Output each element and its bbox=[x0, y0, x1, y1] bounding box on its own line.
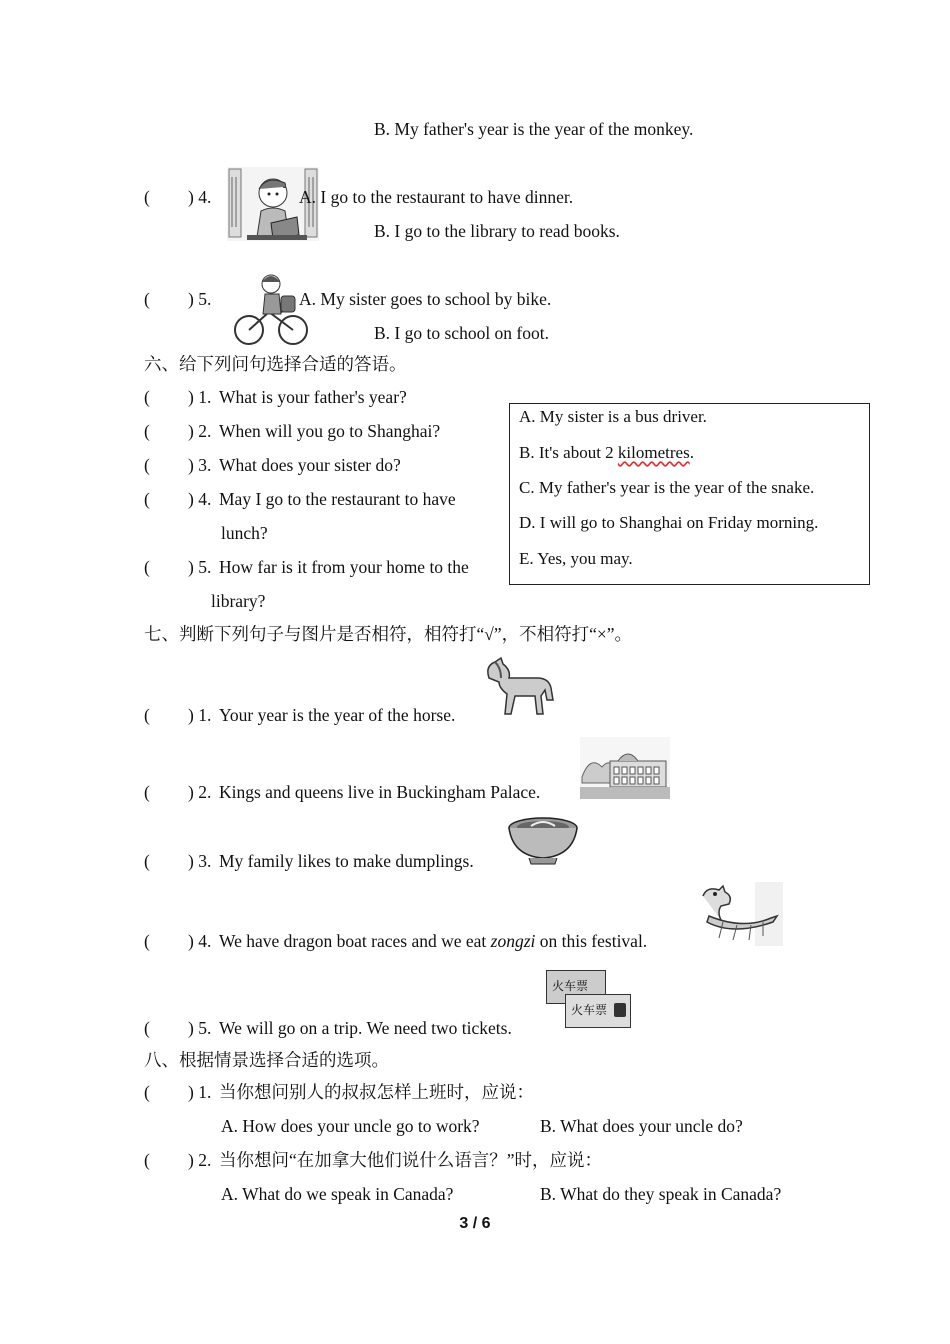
answer-blank[interactable]: ( bbox=[144, 705, 150, 725]
answer-blank[interactable]: ( bbox=[144, 782, 150, 802]
train-tickets-picture bbox=[543, 966, 633, 1032]
scenario-text: 当你想问别人的叔叔怎样上班时，应说： bbox=[219, 1082, 534, 1102]
question-text: How far is it from your home to the bbox=[219, 557, 469, 577]
question-number: ) 4. bbox=[188, 931, 212, 951]
question-text-continued: lunch? bbox=[221, 523, 268, 543]
option-b bbox=[519, 442, 694, 464]
section-6-title: 六、给下列问句选择合适的答语。 bbox=[144, 354, 407, 374]
question-number: ) 2. bbox=[188, 782, 212, 802]
dragon-boat-picture bbox=[693, 882, 783, 946]
section-8-title: 八、根据情景选择合适的选项。 bbox=[144, 1050, 389, 1070]
question-text: What is your father's year? bbox=[219, 387, 407, 407]
zongzi-word: zongzi bbox=[490, 931, 536, 951]
answer-blank[interactable]: ( bbox=[144, 289, 150, 309]
palace-picture bbox=[580, 737, 670, 799]
noodle-bowl-picture bbox=[505, 812, 581, 868]
answer-blank[interactable]: ( bbox=[144, 387, 150, 407]
question-text: What does your sister do? bbox=[219, 455, 401, 475]
page-number: 3 / 6 bbox=[459, 1215, 491, 1232]
question-number: ) 1. bbox=[188, 1082, 212, 1102]
horse-picture bbox=[481, 656, 557, 718]
question-number: ) 2. bbox=[188, 1150, 212, 1170]
question-number: ) 1. bbox=[188, 387, 212, 407]
question-number: ) 4. bbox=[188, 489, 212, 509]
section-7-title: 七、判断下列句子与图片是否相符，相符打“√”，不相符打“×”。 bbox=[144, 624, 633, 644]
question-number: ) 5. bbox=[188, 557, 212, 577]
q3-option-b: B. My father's year is the year of the monkey. bbox=[374, 119, 694, 139]
answer-blank[interactable]: ( bbox=[144, 421, 150, 441]
question-number: ) 3. bbox=[188, 455, 212, 475]
statement-text: Your year is the year of the horse. bbox=[219, 705, 456, 725]
question-number: ) 2. bbox=[188, 421, 212, 441]
statement-text: We will go on a trip. We need two tickets. bbox=[219, 1018, 512, 1038]
question-number: ) 5. bbox=[188, 1018, 212, 1038]
choice-a: A. What do we speak in Canada? bbox=[221, 1184, 454, 1204]
answer-blank[interactable]: ( bbox=[144, 455, 150, 475]
choice-a: A. How does your uncle go to work? bbox=[221, 1116, 480, 1136]
answer-blank[interactable]: ( bbox=[144, 931, 150, 951]
question-text-continued: library? bbox=[211, 591, 266, 611]
option-d: D. I will go to Shanghai on Friday morning. bbox=[519, 513, 819, 532]
answer-blank[interactable]: ( bbox=[144, 1150, 150, 1170]
statement-text-part: We have dragon boat races and we eat bbox=[219, 931, 491, 951]
ticket-label: 火车票 bbox=[552, 979, 589, 993]
scenario-text: 当你想问“在加拿大他们说什么语言？”时，应说： bbox=[219, 1150, 603, 1170]
question-text: May I go to the restaurant to have bbox=[219, 489, 456, 509]
question-number: ) 5. bbox=[188, 289, 212, 309]
answer-blank[interactable]: ( bbox=[144, 851, 150, 871]
train-icon bbox=[614, 1003, 626, 1017]
option-a: A. My sister is a bus driver. bbox=[519, 407, 707, 426]
option-b-word: kilometres bbox=[617, 443, 690, 462]
choice-b: B. What do they speak in Canada? bbox=[540, 1184, 782, 1204]
q4-option-b: B. I go to the library to read books. bbox=[374, 221, 620, 241]
answer-blank[interactable]: ( bbox=[144, 1018, 150, 1038]
question-text: When will you go to Shanghai? bbox=[219, 421, 441, 441]
option-b-text: B. It's about 2 bbox=[519, 443, 618, 462]
statement-text bbox=[219, 930, 647, 952]
question-number: ) 3. bbox=[188, 851, 212, 871]
option-e: E. Yes, you may. bbox=[519, 549, 633, 568]
answer-blank[interactable]: ( bbox=[144, 557, 150, 577]
answer-options-box bbox=[509, 403, 870, 585]
ticket-front bbox=[565, 994, 631, 1028]
option-b-end: . bbox=[689, 443, 694, 462]
question-number: ) 4. bbox=[188, 187, 212, 207]
q4-option-a: A. I go to the restaurant to have dinner. bbox=[299, 187, 574, 207]
q5-option-a: A. My sister goes to school by bike. bbox=[299, 289, 552, 309]
statement-text: Kings and queens live in Buckingham Palace. bbox=[219, 782, 541, 802]
statement-text-part: on this festival. bbox=[535, 931, 648, 951]
choice-b: B. What does your uncle do? bbox=[540, 1116, 743, 1136]
ticket-label: 火车票 bbox=[571, 1003, 608, 1017]
answer-blank[interactable]: ( bbox=[144, 1082, 150, 1102]
answer-blank[interactable]: ( bbox=[144, 489, 150, 509]
question-number: ) 1. bbox=[188, 705, 212, 725]
q5-option-b: B. I go to school on foot. bbox=[374, 323, 549, 343]
answer-blank[interactable]: ( bbox=[144, 187, 150, 207]
statement-text: My family likes to make dumplings. bbox=[219, 851, 474, 871]
option-c: C. My father's year is the year of the snake. bbox=[519, 478, 815, 497]
